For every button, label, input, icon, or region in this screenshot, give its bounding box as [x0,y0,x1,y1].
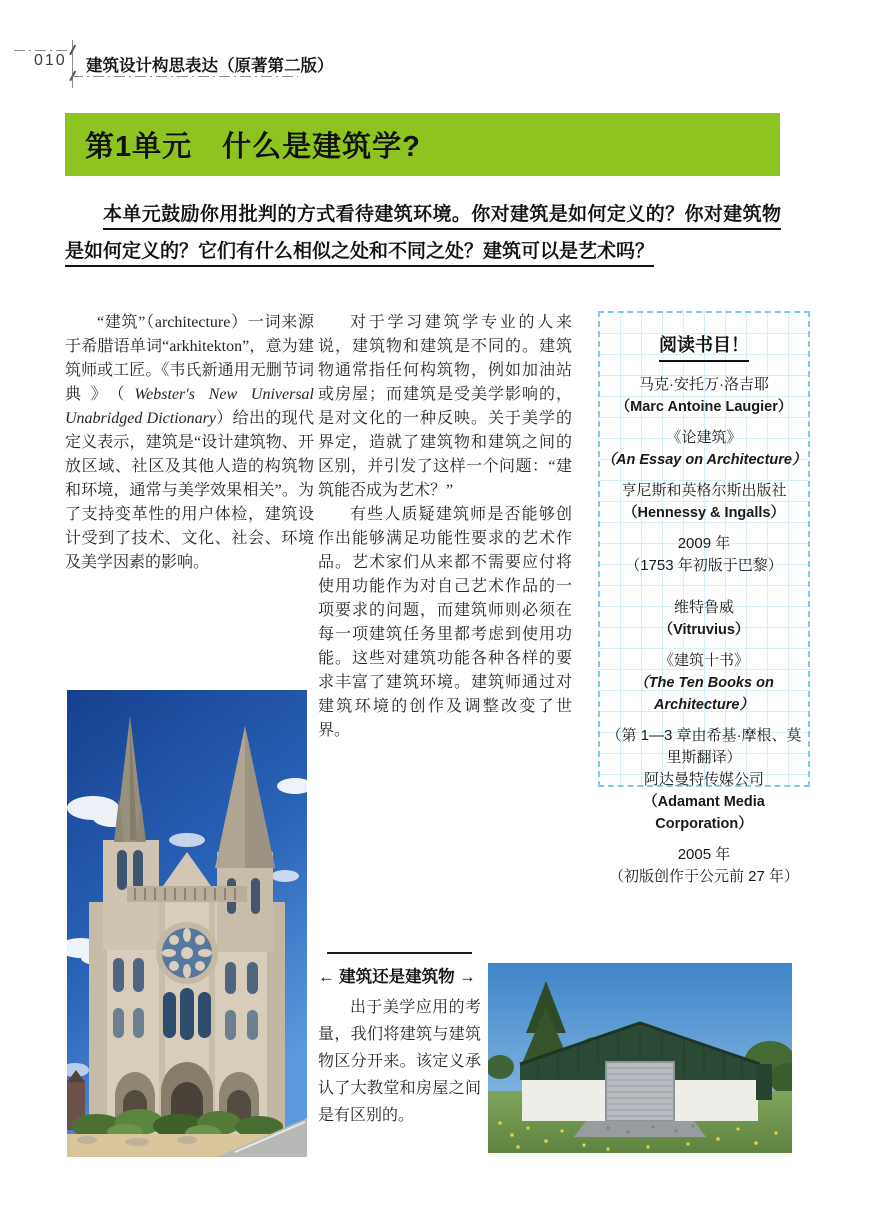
work-title-cn: 《建筑十书》 [658,652,749,669]
text-segment: “建筑”（architecture）一词来源于希腊语单词“arkhitekton”，意为建筑师或工匠。《韦氏新通用无删节词典》（ [65,314,314,403]
paragraph [65,311,314,575]
reading-list-box [598,311,810,885]
publisher-cn: 亨尼斯和英格尔斯出版社 [621,482,787,499]
running-head-title: 建筑设计构思表达（原著第二版） [86,57,334,75]
author-cn: 马克·安托万·洛吉耶 [639,376,769,393]
publisher-cn: 阿达曼特传媒公司 [643,771,764,788]
caption-rule [327,952,472,954]
caption-body: 出于美学应用的考量，我们将建筑与建筑物区分开来。该定义承认了大教堂和房屋之间是有区别的。 [318,999,481,1124]
text-segment: ）给出的现代定义表示，建筑是“设计建筑物、开放区域、社区及其他人造的构筑物和环境，通常与美学效果相关”。为了支持变革性的用户体检，建筑设计受到了技术、文化、社会、环境及美学因素的影响。 [65,410,314,571]
page-number: 010 [34,52,67,69]
warehouse-caption [318,952,481,1129]
header-dashdot-rule-left [14,50,72,51]
paragraph: 有些人质疑建筑师是否能够创作出能够满足功能性要求的艺术作品。艺术家们从来都不需要应付将使用功能作为对自己艺术作品的一项要求的问题，而建筑师则必须在每一项建筑任务里都考虑到使用功能。这些对建筑功能各种各样的要求丰富了建筑环境。建筑师通过对建筑环境的创作及调整改变了世界。 [318,506,572,739]
publisher-en: （Hennessy & Ingalls） [623,505,785,521]
author-en: （Vitruvius） [658,622,750,638]
unit-intro: 本单元鼓励你用批判的方式看待建筑环境。你对建筑是如何定义的？你对建筑物是如何定义的？它们有什么相似之处和不同之处？建筑可以是艺术吗？ [65,204,781,262]
author-en: （Marc Antoine Laugier） [615,399,793,415]
work-title-en: （The Ten Books on Architecture） [634,675,774,713]
cathedral-photo [67,690,307,1157]
unit-banner [65,113,780,176]
work-title-cn: 《论建筑》 [666,429,742,446]
publish-note: （初版创作于公元前 27 年） [608,868,800,885]
paragraph: 对于学习建筑学专业的人来说，建筑物和建筑是不同的。建筑物通常指任何构筑物，例如加油站或房屋；而建筑是受美学影响的，是对文化的一种反映。关于美学的界定，造就了建筑物和建筑之间的区别，并引发了这样一个问题：“建筑能否成为艺术？” [318,314,572,499]
text-segment-italic: Webster's New Universal Unabridged Dictionary [65,386,314,427]
header-dashdot-rule-right [72,76,298,77]
publish-year: 2009 年 [677,535,731,552]
publish-year: 2005 年 [677,846,731,863]
reading-list-title: 阅读书目！ [659,331,749,362]
unit-title: 第1单元 什么是建筑学? [85,131,421,163]
reading-list-entry [600,597,808,888]
work-title-en: （An Essay on Architecture） [601,452,807,468]
publish-note: （1753 年初版于巴黎） [625,557,783,574]
publisher-en: （Adamant Media Corporation） [643,794,765,832]
reading-list-entry [600,374,808,577]
warehouse-photo [488,963,792,1153]
body-column-middle [318,311,572,743]
body-column-left [65,311,314,575]
caption-title: ← 建筑还是建筑物 → [318,968,476,986]
translator-note: （第 1—3 章由希基·摩根、莫里斯翻译） [606,727,802,766]
author-cn: 维特鲁威 [673,599,734,616]
